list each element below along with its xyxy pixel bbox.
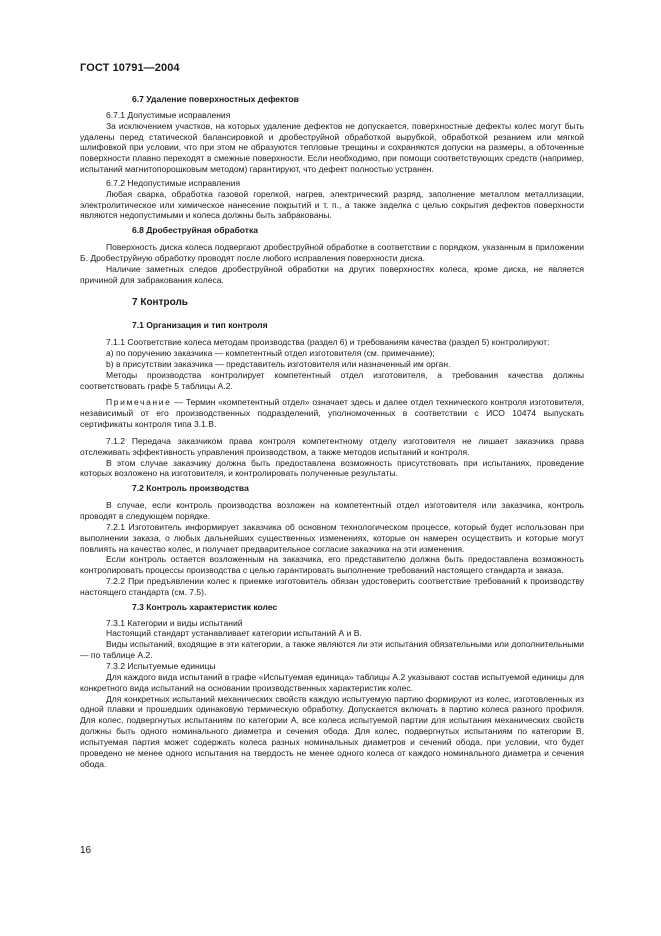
section-6-7-1-text: За исключением участков, на которых удаление дефектов не допускается, поверхностные дефекты колес могут быть удалены перед статической балансировкой и дробеструйной обработкой вырубкой, обработкой резанием или мягкой шлифовкой при условии, что при этом не образуются тепловые трещины и сохраняются допуски на размеры, а обточенные поверхности плавно переходят в смежные поверхности. Если необходимо, при помощи соответствующих средств (например, испытаний магнитопорошковым методом) гарантируют, что дефект полностью устранен. [80,120,584,175]
section-6-7-1-title: 6.7.1 Допустимые исправления [106,109,231,120]
section-7-3-2-title: 7.3.2 Испытуемые единицы [106,660,216,671]
section-6-8-text-2: Наличие заметных следов дробеструйной обработки на других поверхностях колеса, кроме диска, не является причиной для забракования колеса. [80,263,584,285]
section-7-1-text-4: В этом случае заказчику должна быть предоставлена возможность присутствовать при испытаниях, проведение которых возложено на изготовителя, и контролировать полученные результаты. [80,457,584,479]
page-number: 16 [80,845,92,856]
section-6-7-2-title: 6.7.2 Недопустимые исправления [106,177,241,188]
section-7-2-text-1: В случае, если контроль производства возложен на компетентный отдел изготовителя или заказчика, контроль проводят в следующем порядке. [80,500,584,521]
page-header: ГОСТ 10791—2004 [80,62,180,74]
page-content [80,94,584,769]
section-7-3-1-title: 7.3.1 Категории и виды испытаний [106,617,243,628]
section-6-7-2-text: Любая сварка, обработка газовой горелкой, нагрев, электрический разряд, заполнение металлом металлизации, электролитическое или химическое нанесение покрытий и т. п., а также заделка с целью сокрытия дефектов поверхности являются недопустимыми и колеса должны быть забракованы. [80,188,584,221]
section-7-2-1-text: 7.2.1 Изготовитель информирует заказчика об основном технологическом процессе, который будет использован при выполнении заказа, о любых дальнейших существенных изменениях, которые он намерен осуществить и которые могут повлиять на качество колес, и получает предварительное согласие заказчика на эти изменения. [80,521,584,554]
section-7-1-title: 7.1 Организация и тип контроля [132,320,268,331]
list-item-a: a) по поручению заказчика — компетентный отдел изготовителя (см. примечание); [106,348,435,359]
section-7-3-2-text-2: Для конкретных испытаний механических свойств каждую испытуемую партию формируют из колес, изготовленных из одной плавки и прошедших одинаковую термическую обработку. Допускается включать в партию колеса разного профиля. Для колес, подвергнутых испытаниям по категории А, все колеса испытуемой партии для испытания механических свойств должны быть одного номинального диаметра и сечения обода. Для колес, подвергнутых испытаниям по категории В, испытуемая партия может содержать колеса разных номинальных диаметров и сечений обода, при условии, что будет проведено не менее одного испытания на твердость не менее одного колеса от каждого номинального диаметра и сечения обода. [80,693,584,769]
section-7-2-text-3: Если контроль остается возложенным на заказчика, его представителю должна быть предоставлена возможность контролировать процессы производства с целью гарантировать выполнение требований настоящего стандарта и заказа. [80,554,584,576]
section-6-8-text-1: Поверхность диска колеса подвергают дробеструйной обработке в соответствии с порядком, указанным в приложении Б. Дробеструйную обработку проводят после любого исправления поверхности диска. [80,242,584,263]
section-6-7-title: 6.7 Удаление поверхностных дефектов [132,94,299,104]
note [80,397,584,430]
section-7-3-1-text-1: Настоящий стандарт устанавливает категории испытаний А и В. [106,628,362,639]
note-text: — Термин «компетентный отдел» означает здесь и далее отдел технического контроля изготовителя, независимый от его производственных подразделений, уполномоченных в соответствии с ИСО 10474 выпускать сертификаты контроля типа 3.1.В. [80,397,584,430]
section-7-3-title: 7.3 Контроль характеристик колес [132,601,278,612]
section-7-1-text-2: Методы производства контролирует компетентный отдел изготовителя, а требования качества должны соответствовать графе 5 таблицы А.2. [80,369,584,391]
section-7-3-2-text-1: Для каждого вида испытаний в графе «Испытуемая единица» таблицы А.2 указывают состав испытуемой единицы для конкретного вида испытаний на основании производственных характеристик колес. [80,671,584,693]
section-7-1-1-text: 7.1.1 Соответствие колеса методам производства (раздел 6) и требованиям качества (раздел 5) контролируют: [106,337,550,348]
section-7-1-2-text: 7.1.2 Передача заказчиком права контроля компетентному отделу изготовителя не лишает заказчика права отслеживать эффективность управления производством, а также методов испытаний и контроля. [80,435,584,457]
section-7-2-title: 7.2 Контроль производства [132,483,249,494]
section-6-8-title: 6.8 Дробеструйная обработка [132,225,259,236]
note-label: Примечание [106,397,172,408]
list-item-b: b) в присутствии заказчика — представитель изготовителя или назначенный им орган. [106,358,451,369]
section-7-title: 7 Контроль [132,296,188,308]
section-7-3-1-text-2: Виды испытаний, входящие в эти категории, а также являются ли эти испытания обязательными или дополнительными — по таблице А.2. [80,639,584,661]
section-7-2-2-text: 7.2.2 При предъявлении колес к приемке изготовитель обязан удостоверить соответствие требований к производству настоящего стандарта (см. 7.5). [80,576,584,597]
